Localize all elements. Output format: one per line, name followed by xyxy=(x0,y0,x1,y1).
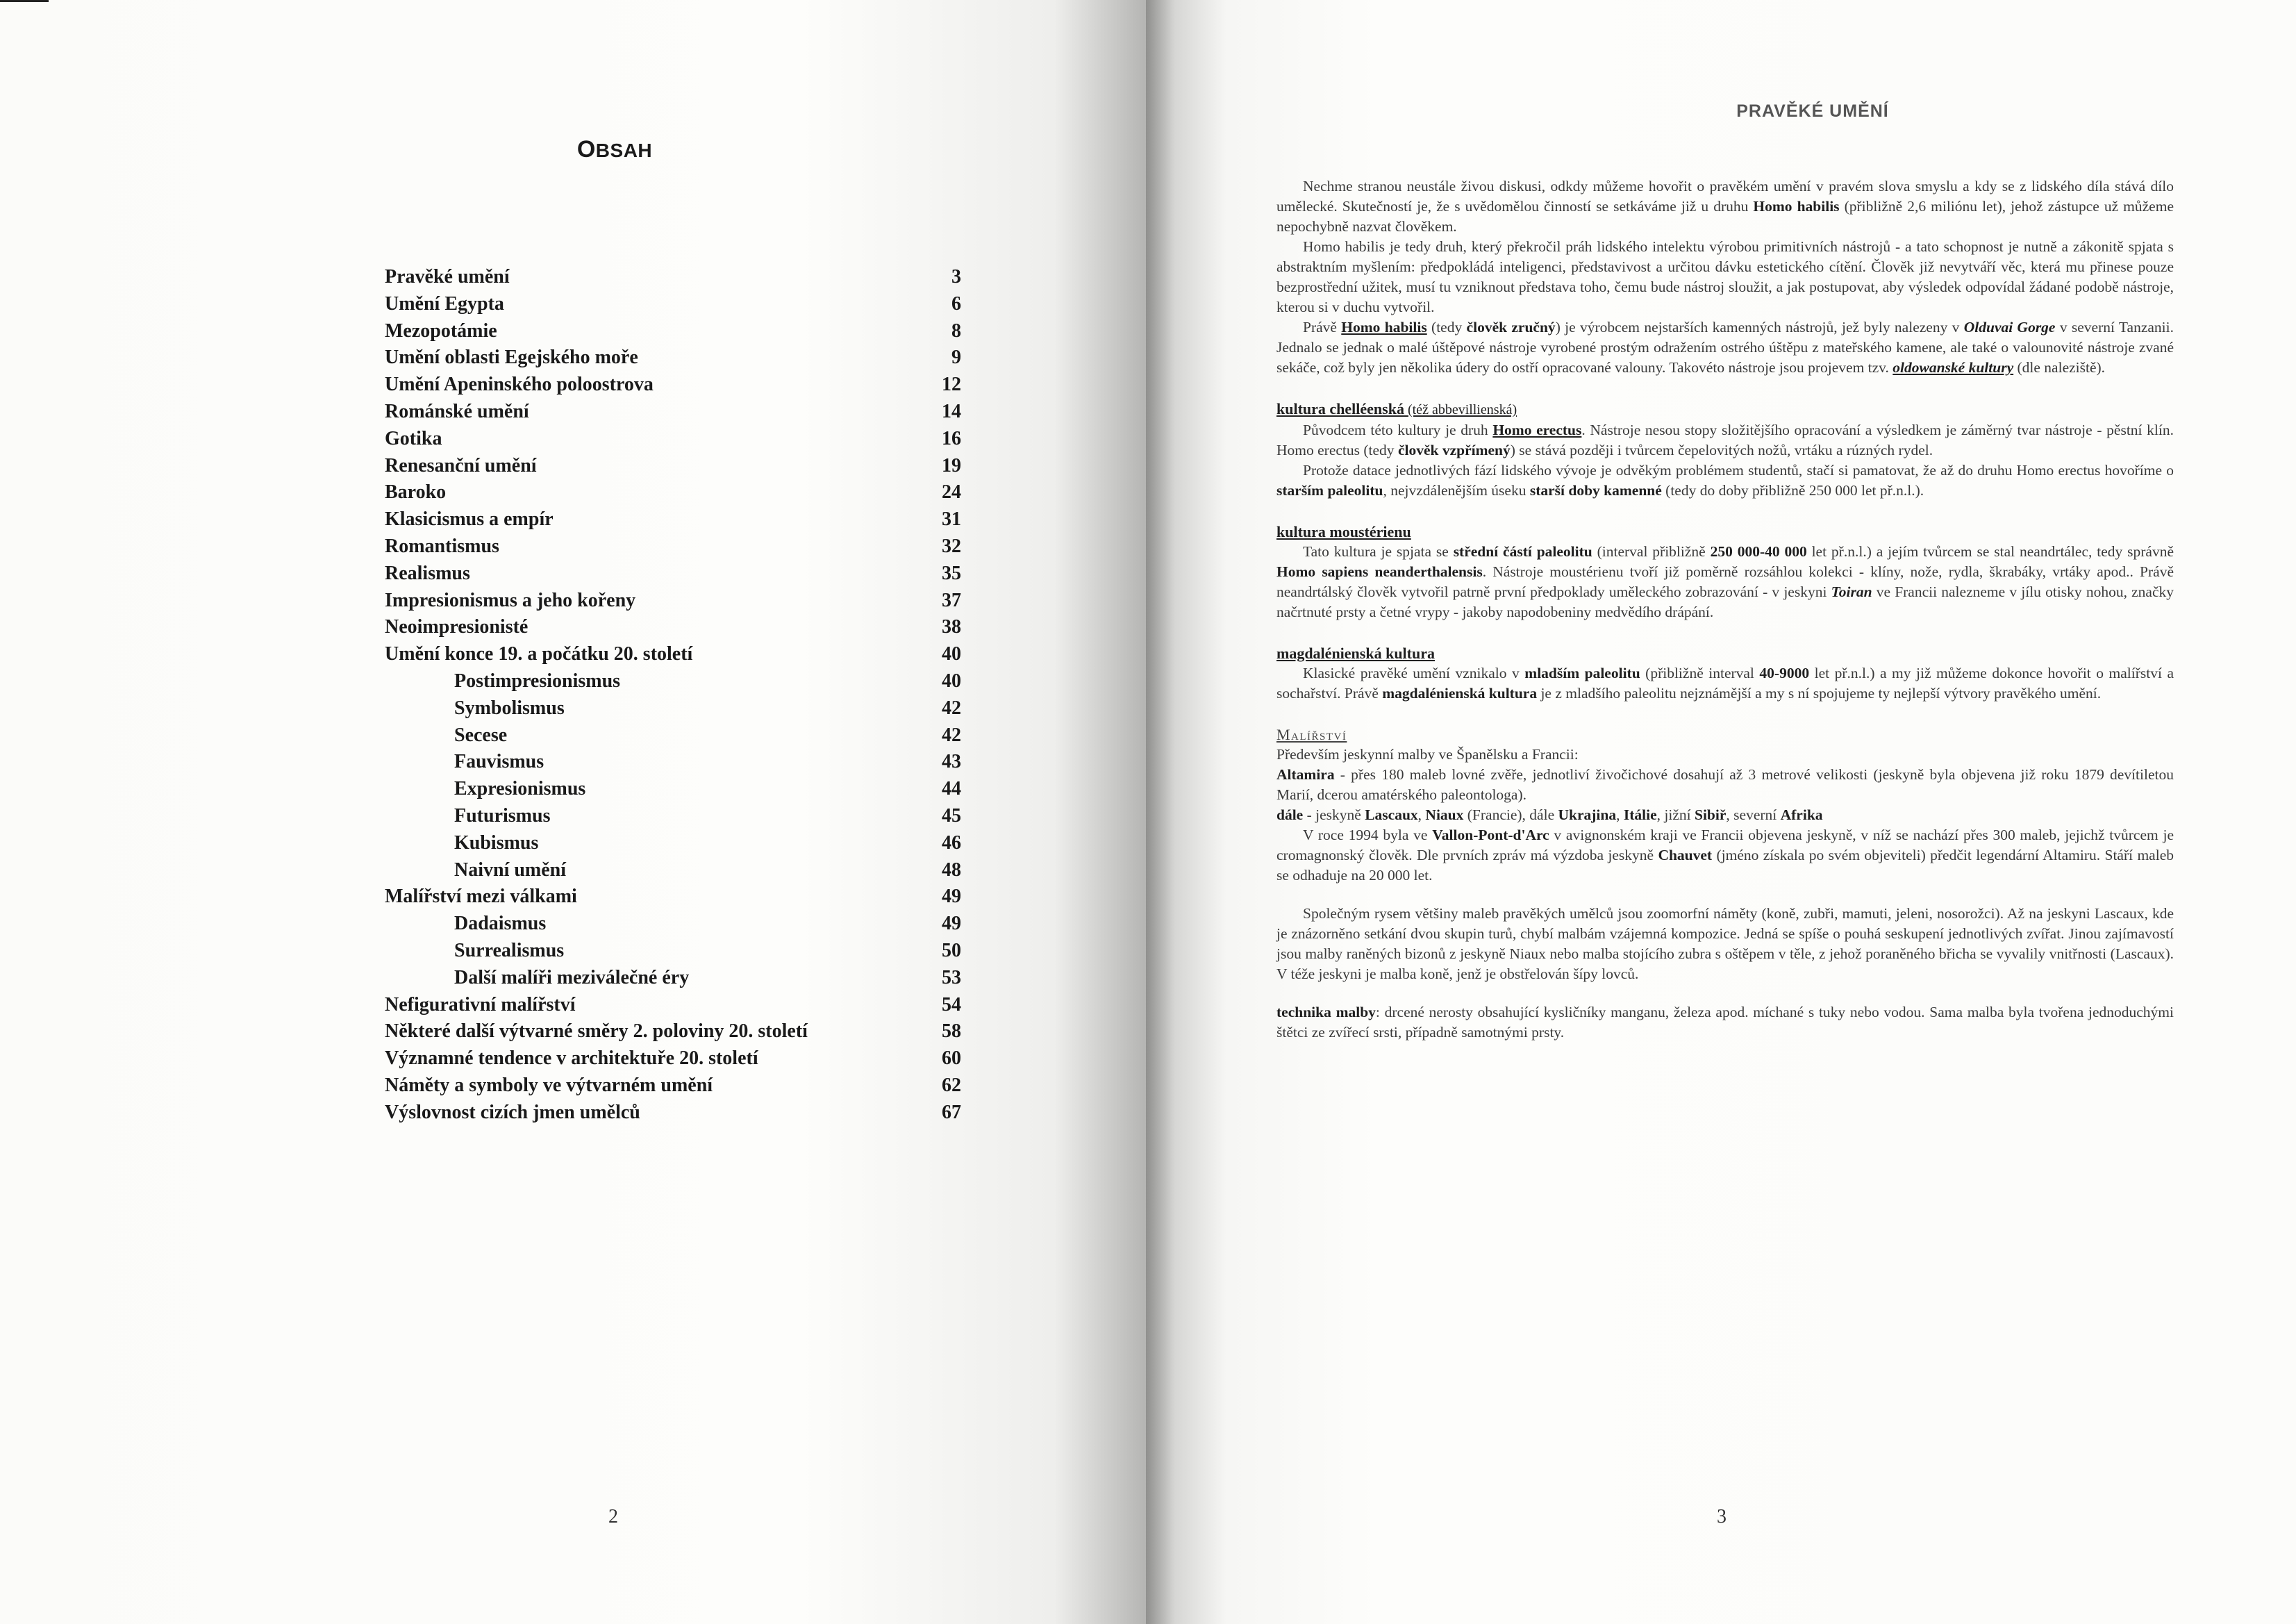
toc-entry-title: Významné tendence v architektuře 20. století xyxy=(385,1047,758,1070)
toc-entry xyxy=(385,695,961,722)
toc-entry-page: 49 xyxy=(942,886,961,908)
text-run: Společným rysem většiny maleb pravěkých umělců jsou zoomorfní náměty (koně, zubři, mamuti, jeleni, nosorožci). Až na jeskyni Lascaux, kde je znázorněno setkání dvou skupin turů, chybí malbám vzájemná kompozice. Jedná se spíše o pouhá seskupení jednotlivých zvířat. Jinou zajímavostí jsou malby raněných bizonů z jeskyně Niaux nebo malba stojícího zubra s oštěpem v těle, z jehož poraněného břicha se vyvalily vnitřnosti (Lascaux). V téže jeskyni je malba koně, jenž je obstřelován šípy lovců. xyxy=(1276,905,2174,982)
toc-entry-page: 62 xyxy=(942,1074,961,1096)
text-run: Nechme stranou neustále živou diskusi, odkdy můžeme hovořit o pravěkém umění v pravém slova smyslu a kdy se z lidského díla stává dílo umělecké. Skutečností je, že s uvědomělou činností se setkáváme již u druhu xyxy=(1276,178,2174,215)
text-run: , xyxy=(1417,806,1426,823)
toc-entry-title: Umění konce 19. a počátku 20. století xyxy=(385,643,693,665)
toc-entry-title: Neoimpresionisté xyxy=(385,616,529,638)
text-run: (tedy xyxy=(1426,319,1467,335)
text-run: Sibiř xyxy=(1695,806,1727,823)
toc-entry xyxy=(385,911,961,938)
toc-entry-page: 40 xyxy=(942,643,961,665)
toc-entry-title: Umění Egypta xyxy=(385,292,504,315)
text-run: kultura chelléenská xyxy=(1276,400,1404,417)
paragraph xyxy=(1276,317,2174,378)
spacer xyxy=(1276,984,2174,1002)
text-run: , xyxy=(1616,806,1624,823)
text-run: , nejvzdálenějším úseku xyxy=(1383,482,1530,499)
toc-entry-page: 12 xyxy=(942,374,961,396)
text-run: Protože datace jednotlivých fází lidského vývoje je odvěkým problémem studentů, stačí si pamatovat, že až do druhu Homo erectus hovoříme o xyxy=(1303,462,2174,479)
text-run: (jméno získala po svém objeviteli) předčit legendární Altamiru. Stáří maleb se odhaduje na 20 000 let. xyxy=(1276,847,2174,884)
text-run: Homo habilis xyxy=(1341,319,1427,335)
toc-entry xyxy=(385,1100,961,1127)
toc-entry-title: Fauvismus xyxy=(454,751,544,773)
text-run: dále xyxy=(1276,806,1304,823)
toc-entry-page: 49 xyxy=(942,913,961,935)
toc-title-rest: BSAH xyxy=(595,140,653,161)
text-run: starší doby kamenné xyxy=(1529,482,1662,499)
toc-entry-page: 42 xyxy=(942,697,961,719)
paragraph xyxy=(1276,237,2174,317)
text-run: Itálie xyxy=(1623,806,1657,823)
page-number-right: 3 xyxy=(1717,1506,1727,1527)
toc-entry xyxy=(385,1045,961,1072)
toc-entry-title: Některé další výtvarné směry 2. poloviny 20. století xyxy=(385,1020,808,1043)
text-run: střední částí paleolitu xyxy=(1453,543,1592,560)
toc-entry xyxy=(385,479,961,506)
text-run: Afrika xyxy=(1780,806,1823,823)
toc-entry-page: 44 xyxy=(942,778,961,800)
toc-entry-title: Baroko xyxy=(385,481,447,504)
paragraph-chauvet xyxy=(1276,825,2174,886)
text-run: Ukrajina xyxy=(1558,806,1617,823)
toc-entry-title: Secese xyxy=(454,724,508,746)
text-run: . Nástroje nesou stopy složitějšího opracování a výsledkem je záměrný tvar nástroje - pěstní klín. Homo erectus (tedy xyxy=(1276,422,2174,458)
text-run: oldowanské kultury xyxy=(1892,359,2014,376)
toc-entry-page: 43 xyxy=(942,751,961,773)
paragraph xyxy=(1276,461,2174,501)
toc-entry-title: Realismus xyxy=(385,562,470,584)
text-run: let př.n.l.) a jejím tvůrcem se stal neandrtálec, tedy správně xyxy=(1806,543,2174,560)
text-run: (Francie), dále xyxy=(1463,806,1558,823)
text-run: Homo erectus xyxy=(1492,422,1582,438)
spacer xyxy=(1276,501,2174,522)
toc-entry-title: Renesanční umění xyxy=(385,454,537,477)
toc-entry xyxy=(385,749,961,776)
paragraph-caves xyxy=(1276,805,2174,825)
toc-entry xyxy=(385,506,961,533)
text-run: Altamira xyxy=(1276,766,1335,783)
toc-entry-page: 31 xyxy=(942,508,961,531)
paragraph-intro xyxy=(1276,176,2174,237)
toc-entry-title: Kubismus xyxy=(454,831,539,854)
left-page xyxy=(0,0,1146,1624)
text-run: Vallon-Pont-d'Arc xyxy=(1432,827,1549,843)
text-run: 40-9000 xyxy=(1759,665,1810,681)
text-run: ) se stává později i tvůrcem čepelovitých nožů, vrtáku a rúzných rydel. xyxy=(1510,442,1933,458)
toc-entry-title: Surrealismus xyxy=(454,939,565,961)
spacer xyxy=(1276,622,2174,643)
toc-entry-page: 42 xyxy=(942,724,961,746)
text-run: Olduvai Gorge xyxy=(1963,319,2056,335)
toc-entry xyxy=(385,992,961,1019)
paragraph-technique xyxy=(1276,1002,2174,1043)
toc-entry-title: Umění Apeninského poloostrova xyxy=(385,374,654,396)
text-run: kultura moustérienu xyxy=(1276,523,1411,540)
toc-entry-title: Symbolismus xyxy=(454,697,565,719)
paragraph xyxy=(1276,904,2174,984)
toc-entry-page: 60 xyxy=(942,1047,961,1070)
text-run: (přibližně interval xyxy=(1640,665,1760,681)
toc-entry xyxy=(385,345,961,372)
toc-entry xyxy=(385,830,961,857)
toc-entry xyxy=(385,1018,961,1045)
text-run: ) je výrobcem nejstarších kamenných nástrojů, jež byly nalezeny v xyxy=(1555,319,1964,335)
toc-entry-title: Expresionismus xyxy=(454,778,586,800)
text-run: - přes 180 maleb lovné zvěře, jednotliví živočichové dosahují až 3 metrové velikosti (jeskyně byla objevena již roku 1879 devítiletou Marií, dcerou amatérského paleontologa). xyxy=(1276,766,2174,803)
toc-entry xyxy=(385,641,961,668)
toc-entry-page: 6 xyxy=(951,292,961,315)
text-run: Toiran xyxy=(1831,583,1872,600)
toc-entry xyxy=(385,965,961,992)
text-run: Niaux xyxy=(1425,806,1464,823)
text-run: (též abbevillienská) xyxy=(1404,402,1517,417)
text-run: magdalénienská kultura xyxy=(1382,685,1538,702)
toc-entry-title: Umění oblasti Egejského moře xyxy=(385,347,638,369)
text-run: mladším paleolitu xyxy=(1524,665,1640,681)
toc-entry xyxy=(385,453,961,480)
toc-entry-page: 54 xyxy=(942,993,961,1016)
toc-title xyxy=(0,136,1146,163)
spacer xyxy=(1276,704,2174,724)
text-run: (přibližně 2,6 miliónu let), jehož zástupce už můžeme nepochybně nazvat člověkem. xyxy=(1276,198,2174,235)
toc-entry-title: Postimpresionismus xyxy=(454,670,621,692)
toc-entry-title: Futurismus xyxy=(454,804,551,827)
toc-entry-page: 37 xyxy=(942,589,961,611)
text-run: ve Francii nalezneme v jílu otisky nohou, značky načrtnuté prsty a četné vrypy - jakoby napodobeniny medvědího drápání. xyxy=(1276,583,2174,620)
toc-entry-page: 32 xyxy=(942,535,961,557)
chapter-text xyxy=(1276,176,2174,1043)
toc-entry-title: Pravěké umění xyxy=(385,266,510,288)
toc-entry-page: 3 xyxy=(951,266,961,288)
toc-entry-title: Výslovnost cizích jmen umělců xyxy=(385,1101,640,1123)
toc-entry xyxy=(385,668,961,695)
text-run: : drcené nerosty obsahující kysličníky manganu, železa apod. míchané s tuky nebo vodou. Sama malba byla tvořena jednoduchými štětci ze zvířecí srsti, případně samotnými prsty. xyxy=(1276,1004,2174,1041)
spacer xyxy=(1276,378,2174,399)
text-run: člověk zručný xyxy=(1466,319,1556,335)
toc-entry-title: Dadaismus xyxy=(454,913,547,935)
toc-entry-page: 24 xyxy=(942,481,961,504)
text-run: Homo sapiens neanderthalensis xyxy=(1276,563,1483,580)
text-run: Homo habilis je tedy druh, který překročil práh lidského intelektu výrobou primitivních nástrojů - a tato schopnost je nutně a zákonitě spjata s abstraktním myšlením: předpokládá inteligenci, představivost a určitou dávku estetického cítění. Člověk již nevytváří věc, která mu přinese pouze bezprostřední užitek, musí tu vzniknout představa toho, čemu bude nástroj sloužit, a jak postupovat, aby výsledek odpovídal žádané podobě nástroje, kterou si v duchu vytvořil. xyxy=(1276,238,2174,315)
chapter-title: PRAVĚKÉ UMĚNÍ xyxy=(1736,101,1889,121)
toc-entry xyxy=(385,372,961,399)
toc-entry xyxy=(385,588,961,615)
toc-entry-title: Gotika xyxy=(385,427,442,449)
text-run: Malířství xyxy=(1276,726,1347,743)
text-run: starším paleolitu xyxy=(1276,482,1383,499)
toc-entry xyxy=(385,264,961,291)
toc-entry xyxy=(385,533,961,561)
toc-entry-page: 38 xyxy=(942,616,961,638)
toc-entry-page: 48 xyxy=(942,859,961,881)
text-run: Homo habilis xyxy=(1753,198,1840,215)
text-run: let př.n.l.) a my již můžeme dokonce hovořit o malířství a sochařství. Právě xyxy=(1276,665,2174,702)
toc-entry xyxy=(385,399,961,426)
section-heading-chelleen xyxy=(1276,399,2174,420)
toc-entry-title: Románské umění xyxy=(385,400,529,422)
text-run: V roce 1994 byla ve xyxy=(1303,827,1433,843)
text-run: člověk vzpřímený xyxy=(1397,442,1511,458)
toc-entry-page: 35 xyxy=(942,562,961,584)
text-run: Právě xyxy=(1303,319,1342,335)
toc-entry-title: Nefigurativní malířství xyxy=(385,993,576,1016)
toc-entry xyxy=(385,318,961,345)
text-run: magdalénienská kultura xyxy=(1276,645,1435,662)
text-run: je z mladšího paleolitu nejznámější a my s ní spojujeme ty nejlepší výtvory pravěkého umění. xyxy=(1537,685,2102,702)
toc-entry xyxy=(385,1072,961,1100)
toc-entry xyxy=(385,776,961,803)
text-run: v avignonském kraji ve Francii objevena jeskyně, v níž se nachází přes 300 maleb, jejichž tvůrcem je cromagnonský člověk. Dle prvních zpráv má výzdoba jeskyně xyxy=(1276,827,2174,863)
spacer xyxy=(1276,886,2174,904)
toc-entry-page: 45 xyxy=(942,804,961,827)
text-run: - jeskyně xyxy=(1303,806,1365,823)
toc-entry-title: Malířství mezi válkami xyxy=(385,886,577,908)
table-of-contents xyxy=(385,264,961,1127)
text-run: (interval přibližně xyxy=(1592,543,1711,560)
toc-entry-title: Mezopotámie xyxy=(385,320,497,342)
text-run: (dle naleziště). xyxy=(2013,359,2106,376)
paragraph xyxy=(1276,420,2174,461)
toc-entry-page: 9 xyxy=(951,347,961,369)
toc-entry-title: Romantismus xyxy=(385,535,499,557)
text-run: 250 000-40 000 xyxy=(1710,543,1807,560)
toc-entry-page: 8 xyxy=(951,320,961,342)
toc-entry xyxy=(385,803,961,830)
toc-entry xyxy=(385,884,961,911)
toc-entry xyxy=(385,426,961,453)
text-run: , severní xyxy=(1726,806,1781,823)
toc-entry-page: 40 xyxy=(942,670,961,692)
toc-entry xyxy=(385,291,961,318)
text-run: , jižní xyxy=(1656,806,1695,823)
toc-entry xyxy=(385,857,961,884)
text-run: Především jeskynní malby ve Španělsku a Francii: xyxy=(1276,746,1579,763)
text-run: Původcem této kultury je druh xyxy=(1303,422,1493,438)
paragraph xyxy=(1276,745,2174,765)
toc-entry-page: 67 xyxy=(942,1101,961,1123)
text-run: Lascaux xyxy=(1365,806,1418,823)
toc-entry-page: 19 xyxy=(942,454,961,477)
toc-entry xyxy=(385,938,961,965)
toc-entry-title: Impresionismus a jeho kořeny xyxy=(385,589,636,611)
toc-entry xyxy=(385,614,961,641)
toc-entry-page: 14 xyxy=(942,400,961,422)
section-heading-mousterien xyxy=(1276,522,2174,542)
text-run: (tedy do doby přibližně 250 000 let př.n.l.). xyxy=(1661,482,1924,499)
toc-entry-page: 58 xyxy=(942,1020,961,1043)
toc-entry xyxy=(385,722,961,749)
toc-entry-page: 53 xyxy=(942,966,961,988)
section-heading-magdalenien xyxy=(1276,643,2174,663)
text-run: Klasické pravěké umění vznikalo v xyxy=(1303,665,1525,681)
page-number-left: 2 xyxy=(608,1506,618,1527)
toc-entry xyxy=(385,561,961,588)
paragraph xyxy=(1276,663,2174,704)
toc-entry-title: Klasicismus a empír xyxy=(385,508,554,531)
toc-entry-page: 46 xyxy=(942,831,961,854)
toc-entry-page: 50 xyxy=(942,939,961,961)
toc-entry-page: 16 xyxy=(942,427,961,449)
crop-mark xyxy=(0,0,49,2)
text-run: v severní Tanzanii. Jednalo se jednak o malé úštěpové nástroje vyrobené prostým odražením ostrého úštěpu z mateřského kamene, ale také o valounovité nástroje zvané sekáče, což byly jen několika údery do ostří opracované valouny. Takovéto nástroje jsou projevem tzv. xyxy=(1276,319,2174,376)
text-run: Tato kultura je spjata se xyxy=(1303,543,1454,560)
toc-entry-title: Další malíři meziválečné éry xyxy=(454,966,690,988)
toc-title-initial: O xyxy=(576,136,596,163)
toc-entry-title: Naivní umění xyxy=(454,859,567,881)
toc-entry-title: Náměty a symboly ve výtvarném umění xyxy=(385,1074,713,1096)
section-heading-malirstvi xyxy=(1276,724,2174,745)
paragraph-altamira xyxy=(1276,765,2174,805)
text-run: . Nástroje moustérienu tvoří již poměrně rozsáhlou kolekci - klíny, nože, rydla, škrabáky, vrtáky apod.. Právě neandrtálský člověk vytvořil patrně první předpoklady uměleckého zobrazování - v jeskyni xyxy=(1276,563,2174,600)
text-run: technika malby xyxy=(1276,1004,1376,1020)
text-run: Chauvet xyxy=(1658,847,1713,863)
paragraph xyxy=(1276,542,2174,622)
